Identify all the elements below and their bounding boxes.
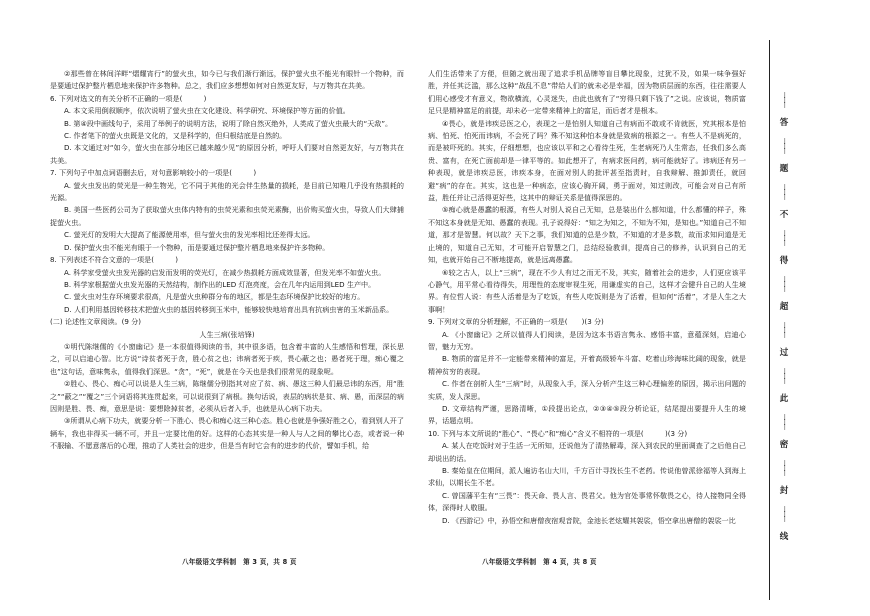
left-column-paragraph: D. 人们利用基因转移技术把萤火虫的基因转移到玉米中，能够较快地培育出具有抗病虫害的玉米新品系。 [64, 304, 394, 314]
right-column-paragraph: ④畏心，就是讳疾忌医之心，表现之一是怕别人知道自己有病而不敢或不肯就医，究其根本是怕病、怕死、怕死而讳病，不会死了吗？殊不知这种怕本身就是致病的根源之一。有些人不是病死的，而是被吓死的。其实，仔细想想，也应该以平和之心看待生死，生老病死乃人生常态，任我们多么高贵、富有，在死亡面前却是一律平等的。如此想开了，有病求医问药，病可能就好了。讳病还有另一种表现，就是讳疾忌医，讳疾本身，在面对别人的批评甚至指责时，自我辩解、推卸责任，就回避“病”的存在。其实，这也是一种病态，应该心胸开阔，勇于面对，知过则改，可能会对自己有所益，胜任并让己活得更好些，这其中的辩证关系是值得深思的。 [428, 118, 746, 203]
right-column [428, 68, 746, 543]
seal-char: 封 [779, 485, 789, 496]
left-column-paragraph: B. 科学家根据萤火虫发光器的天然结构，制作出的LED 灯泡亮度，会在几年内运用到LED 生产中。 [64, 279, 376, 289]
left-column-paragraph: ②胜心、畏心、痴心可以说是人生三病，陈继儒分别指其对应了贫、病、愚这三种人们最忌讳的东西，用“胜之”“蔽之”“覆之”三个词语将其连贯起来，可以说很到了病根。换句话说，表层的病状是贫、病、愚，而深层的病因则是胜、畏、痴，意思是说：要想除掉贫者，必须从后者入手，也就是从心病下功夫。 [50, 379, 404, 413]
left-column-paragraph: A. 萤火虫发出的荧光是一种生物光，它不同于其他的光会伴生热量的损耗，是目前已知唯几乎没有热损耗的光源。 [50, 180, 404, 203]
right-column-paragraph: B. 秦始皇在位期间，派人遍访名山大川，千方百计寻找长生不老药。传说他曾派徐福等人到海上求仙，以期长生不老。 [428, 466, 746, 488]
right-column-paragraph: D. 《西游记》中，孙悟空和唐僧夜宿观音院，金池长老炫耀其袈裟，悟空拿出唐僧的袈裟一比 [442, 515, 736, 525]
right-column-paragraph: 9. 下列对文章的分析理解，不正确的一项是( )(3 分) [428, 317, 604, 327]
right-column-paragraph: B. 物质的富足并不一定能带来精神的富足，开着高级轿车斗富、吃着山珍海味比阔的现象，就是精神贫穷的表现。 [428, 354, 746, 376]
page-footer-left: 八年级语文学科制 第 3 页，共 8 页 [182, 558, 297, 566]
seal-char: 答 [779, 117, 789, 128]
seal-char: 题 [779, 163, 789, 174]
right-column-paragraph: A. 某人在吃饭时对于生活一无所知，还说他为了清热解毒，深入到农民的里面调查了之后他自己却说出的话。 [428, 441, 746, 463]
left-column-paragraph: D. 保护萤火虫不能光有眼于一个物种，而是要通过保护整片栖息地来保护许多物种。 [64, 242, 330, 252]
left-column-paragraph: ②那些曾在林间洋畔“熠耀宵行”的萤火虫，如今已与我们渐行渐远，保护萤火虫不能光有眼针一个物种，而是要通过保护整片栖息地来保护许多物种。总之，我们应多想想如何对自然更友好，与万物共在共美。 [50, 69, 404, 91]
seal-char: 不 [779, 209, 789, 220]
seal-dots: ⋯⋯⋯ [780, 230, 788, 246]
right-column-paragraph: C. 曾国藩平生有“三畏”：畏天命、畏人言、畏君父。他为官处事常怀敬畏之心，待人接物同全得体，深得时人敬服。 [428, 490, 746, 513]
left-column-paragraph: 6. 下列对选文的有关分析不正确的一项是( ) [50, 93, 207, 103]
left-column-paragraph: (二) 论述性文章阅读。(9 分) [50, 317, 142, 327]
seal-dots: ⋯⋯⋯ [780, 506, 788, 522]
right-column-paragraph: ⑥较之古人，以上“三病”，现在不少人有过之而无不及，其实，随着社会的进步，人们更应该平心静气，用平常心看待得失，用理性的态度审视生死，用谦虚实的自己，这样才会健升自己的人生境界。有位哲人说：有些人活着是为了吃饭，有些人吃饭则是为了活着，但如何“活着”，才是人生之大事啊！ [428, 267, 746, 314]
seal-char: 此 [779, 393, 789, 404]
left-column-paragraph: 7. 下列句子中加点词语删去后，对句意影响较小的一项是( ) [50, 168, 257, 178]
right-column-paragraph: 人们生活带来了方便，但随之就出现了追求手机品牌等盲目攀比现象，过犹不及，如果一味争强好胜，并任其泛滥，那么这种“战乱不息”带给人们的就未必是幸福，因为物质层面的东西，往往需要人们用心感受才有意义，物欲横流，心灵迷失，由此也就有了“穷得只剩下钱了”之说。应该说，物质富足只是精神富足的前提，却未必一定带来精神上的富足，而后者才是根本。 [428, 69, 746, 116]
left-column-paragraph: ①明代陈继儒的《小窗幽记》是一本很值得阅读的书，其中很多语，包含着丰富的人生感悟和哲理，深长思之，可以启迪心智。比方说“诗贫者死于贪，胜心贫之也；讳病者死于疾，畏心蔽之也；愚者死于理，痴心覆之也”这句话，意味隽永，值得我们深思。“贪”，“死”，就是在今天也是我们很常见的现象呢。 [50, 341, 404, 376]
page-footer-right: 八年级语文学科制 第 4 页，共 8 页 [482, 558, 597, 566]
seal-char: 得 [779, 255, 789, 266]
left-column-paragraph: ③所谓从心病下功夫，就要分析一下胜心、畏心和痴心这三种心态。胜心也就是争强好胜之心，看到别人开了辆车，我也非得买一辆不可，并且一定要比他的好。这样的心态其实是一种人与人之间的攀比心态，或者说一种不服输、不愿意落后的心理，推动了人类社会的进步，但是当有时它会有的进步的代价，譬如手机，给 [50, 416, 404, 451]
left-column-paragraph: A. 科学家受萤火虫发光器的启发而发明的荧光灯，在减少热损耗方面成效显著，但发光率不如萤火虫。 [64, 267, 386, 277]
right-column-paragraph: A. 《小窗幽记》之所以值得人们阅读，是因为这本书语言隽永、感悟丰富，意蕴深刻，启迪心智，魅力无穷。 [428, 329, 746, 351]
left-column-paragraph: C. 萤火虫对生存环境要求很高，凡是萤火虫种群分布的地区，都是生态环境保护比较好的地方。 [64, 292, 365, 302]
left-column-paragraph: C. 作者笔下的萤火虫既是文化的，又是科学的，但归根结底是自然的。 [64, 131, 287, 141]
seal-line-notice [774, 92, 794, 542]
left-column-paragraph: B. 第④段中画线句子，采用了举例子的说明方法，说明了除自然灭绝外，人类成了萤火虫最大的“天敌”。 [64, 118, 393, 128]
seal-dots: ⋯⋯⋯ [780, 138, 788, 154]
right-column-paragraph: 10. 下列与本文所说的“胜心”、“畏心”和“痴心”含义不相符的一项是( )(3 分) [428, 428, 688, 438]
left-column-paragraph: A. 本文采用倒叙顺序，依次说明了萤火虫在文化建设、科学研究、环境保护等方面的价值。 [64, 106, 350, 116]
seal-dots: ⋯⋯⋯ [780, 368, 788, 384]
seal-dots: ⋯⋯⋯ [780, 276, 788, 292]
left-column-paragraph: B. 美国一些医药公司为了获取萤火虫体内特有的虫荧光素和虫荧光素酶，出价购买萤火虫，导致人们大肆捕捉萤火虫。 [50, 205, 404, 227]
seal-line [769, 40, 770, 600]
seal-dots: ⋯⋯⋯ [780, 460, 788, 476]
seal-dots: ⋯⋯⋯ [780, 322, 788, 338]
seal-char: 线 [779, 531, 789, 542]
seal-dots: ⋯⋯⋯ [780, 184, 788, 200]
seal-dots: ⋯⋯⋯ [780, 414, 788, 430]
left-column-paragraph: C. 萤光灯的发明大大提高了能源使用率，但与萤火虫的发光率相比还差得太远。 [64, 230, 315, 240]
right-column-paragraph: D. 文章结构严谨，思路清晰，①段提出论点，②③④⑤段分析论证，结尾提出要提升人生的境界，话题点明。 [428, 403, 746, 426]
left-column-paragraph: 8. 下列表述不符合文意的一项是( ) [50, 255, 179, 265]
right-column-paragraph: C. 作者在剖析人生“三病”时，从现象入手，深入分析产生这三种心理偏差的原因，揭示出问题的实质，发人深思。 [428, 379, 746, 401]
right-column-paragraph: ⑤痴心就是愚蠢的根源，有些人对别人说自己无知，总是装出什么都知道，什么都懂的样子，殊不知这本身就是无知、愚蠢的表现。孔子说得好：“知之为知之，不知为不知，是知也。”知道自己不知道，那才是智慧。何以故？天下之事，我们知道的总是少数，不知道的才是多数，故而求知问道是无止境的，知道自己无知，才可能开启智慧之门，总结经验教训，提高自己的修养，认识到自己的无知，也就开始自己不断地提高，就是远离愚蠢。 [428, 205, 746, 265]
seal-char: 超 [779, 301, 789, 312]
left-column [50, 68, 404, 543]
seal-char: 过 [779, 347, 789, 358]
left-column-paragraph: D. 本文通过对“如今，萤火虫在部分地区已越来越少见”的原因分析，呼吁人们要对自然更友好，与万物共在共美。 [50, 143, 404, 165]
column-divider [418, 62, 419, 552]
left-column-paragraph: 人生三病(张培锋) [199, 329, 255, 339]
seal-char: 密 [779, 439, 789, 450]
seal-dots: ⋯⋯⋯ [780, 92, 788, 107]
